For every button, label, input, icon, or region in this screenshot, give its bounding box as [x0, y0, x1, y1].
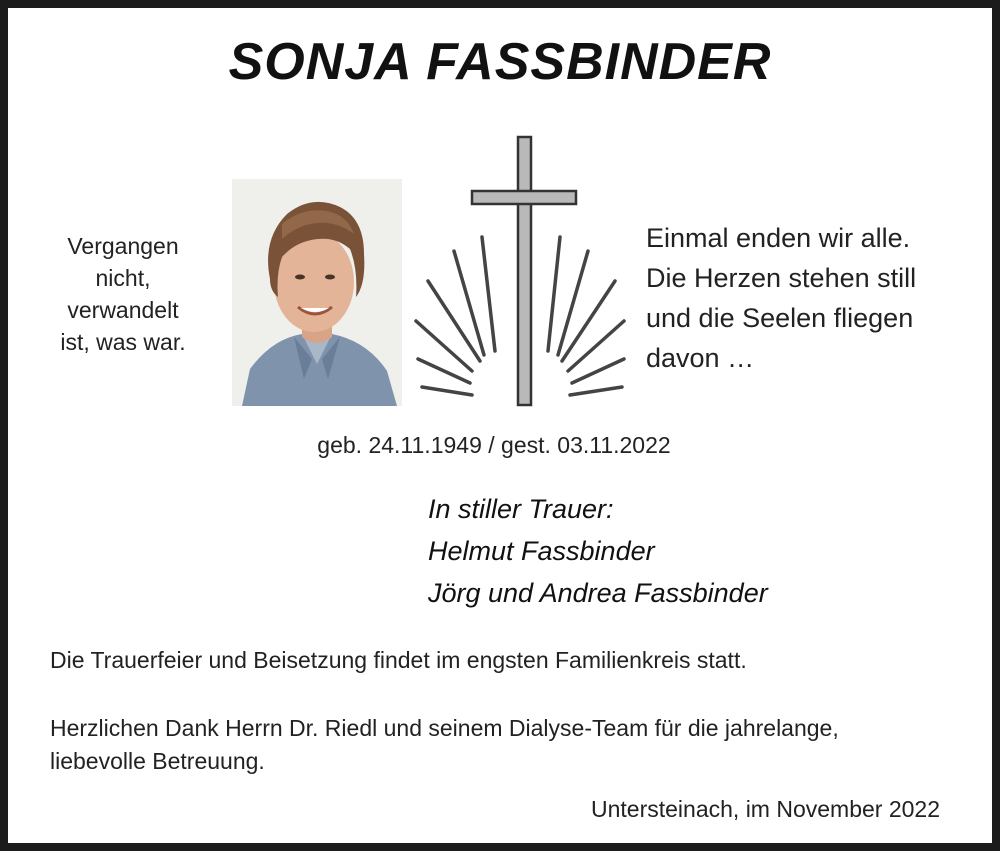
right-verse-line: und die Seelen fliegen — [646, 303, 914, 333]
right-verse-line: davon … — [646, 343, 755, 373]
left-verse-line: ist, was war. — [60, 329, 186, 355]
thanks-line: liebevolle Betreuung. — [50, 748, 265, 774]
mourner-name: Helmut Fassbinder — [428, 536, 655, 566]
thanks-notice — [50, 712, 950, 778]
mourners-heading: In stiller Trauer: — [428, 494, 614, 524]
portrait-illustration — [232, 179, 402, 406]
left-verse-line: nicht, — [95, 265, 151, 291]
cross-with-rays-icon — [410, 133, 640, 408]
left-verse-line: verwandelt — [67, 297, 179, 323]
right-verse-line: Einmal enden wir alle. — [646, 223, 911, 253]
left-verse-line: Vergangen — [67, 233, 179, 259]
portrait-photo — [232, 179, 402, 406]
deceased-name: SONJA FASSBINDER — [228, 33, 772, 91]
place-and-date: Untersteinach, im November 2022 — [591, 796, 940, 822]
life-dates-text: geb. 24.11.1949 / gest. 03.11.2022 — [317, 432, 671, 458]
mourner-name: Jörg und Andrea Fassbinder — [428, 578, 768, 608]
right-verse — [646, 218, 916, 378]
left-verse — [48, 230, 198, 358]
life-dates — [8, 432, 992, 459]
mourners-block — [428, 488, 768, 614]
right-verse-line: Die Herzen stehen still — [646, 263, 917, 293]
thanks-line: Herzlichen Dank Herrn Dr. Riedl und seinem Dialyse-Team für die jahrelange, — [50, 715, 839, 741]
ceremony-notice: Die Trauerfeier und Beisetzung findet im engsten Familienkreis statt. — [50, 647, 747, 673]
